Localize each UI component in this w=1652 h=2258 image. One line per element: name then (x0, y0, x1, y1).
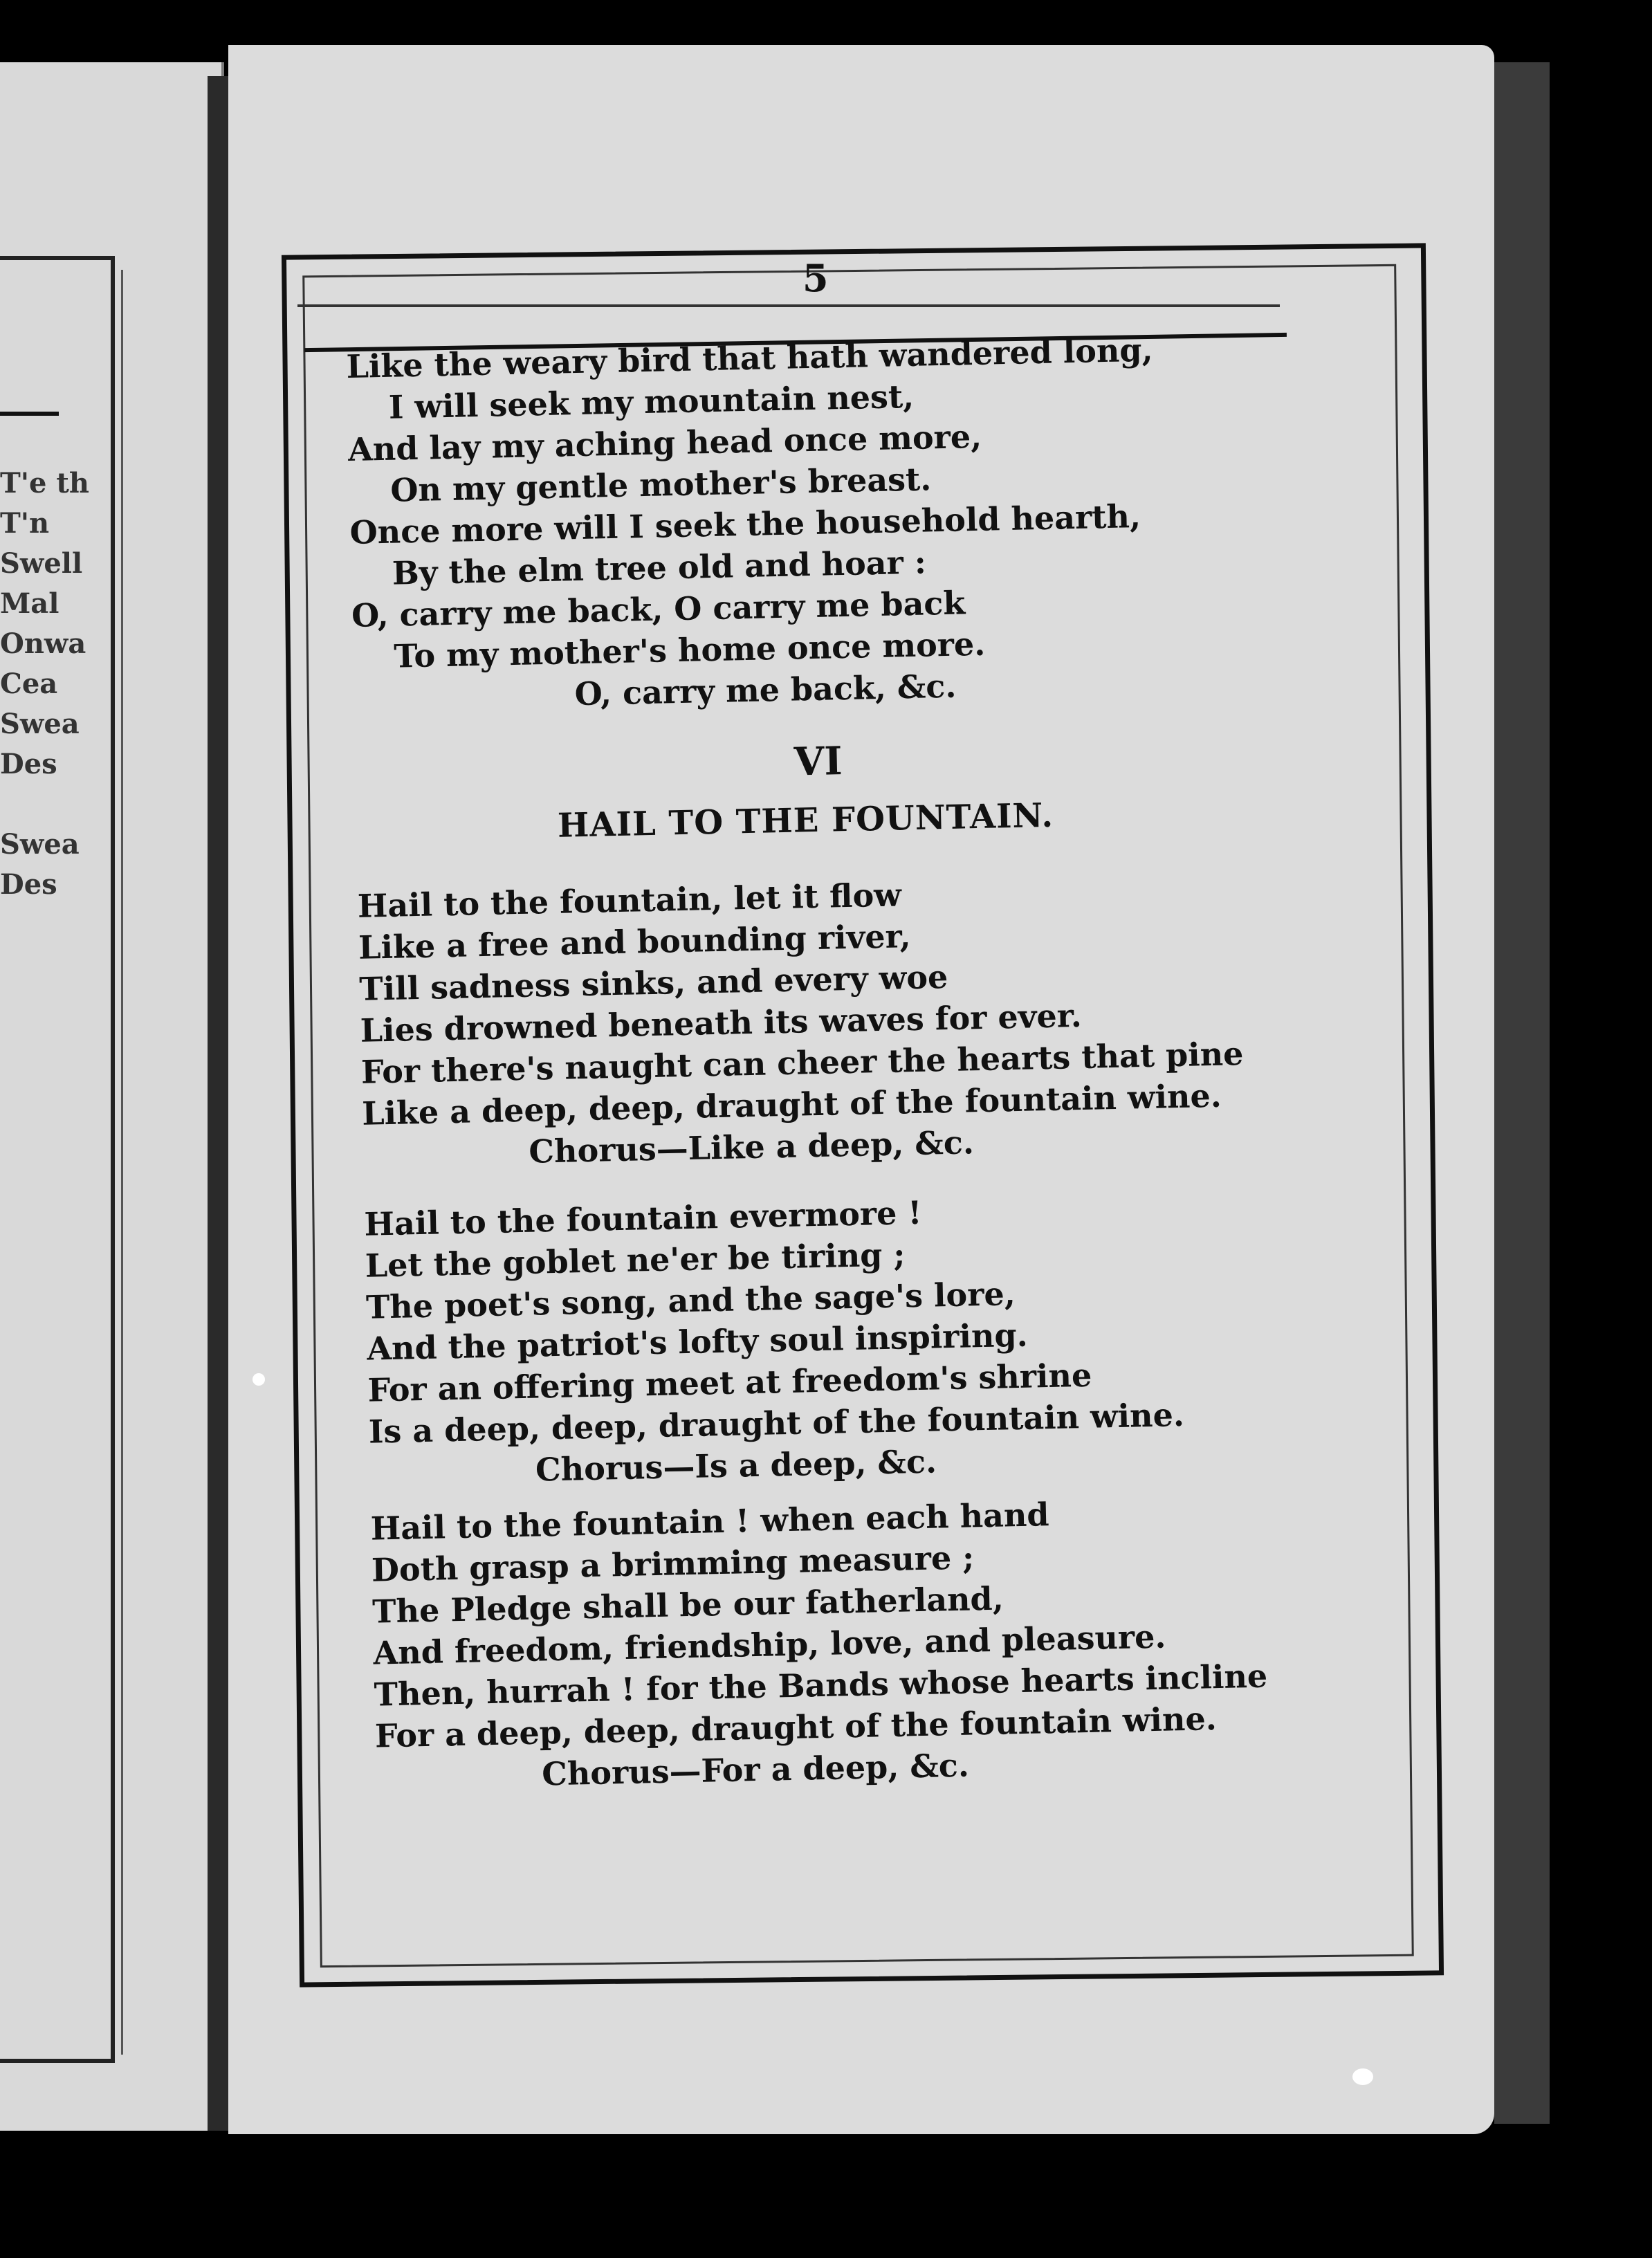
verse-line: And lay my aching head once more, (347, 417, 982, 468)
verse-line: Once more will I seek the household hearth, (349, 497, 1141, 551)
verse-line: And freedom, friendship, love, and pleasure. (373, 1617, 1166, 1672)
page-edge-shadow (1494, 62, 1550, 2124)
paper-speck (253, 1373, 265, 1386)
verse-3 (370, 1486, 1413, 1798)
verse-line: Till sadness sinks, and every woe (358, 957, 948, 1008)
previous-song-ending (346, 324, 1391, 719)
verse-line: Like a deep, deep, draught of the fountain wine. (361, 1076, 1222, 1132)
verse-line: Let the goblet ne'er be tiring ; (365, 1236, 906, 1285)
verse-line: Like the weary bird that hath wandered long, (346, 331, 1154, 385)
verse-line: Doth grasp a brimming measure ; (371, 1539, 975, 1589)
verse-line: To my mother's home once more. (393, 625, 986, 675)
verse-line: Like a free and bounding river, (358, 917, 912, 966)
verse-line: For a deep, deep, draught of the fountain wine. (374, 1700, 1218, 1755)
verse-line: For an offering meet at freedom's shrine (367, 1356, 1092, 1409)
verse-line: Then, hurrah ! for the Bands whose hearts incline (374, 1657, 1268, 1714)
verse-line: On my gentle mother's breast. (389, 460, 932, 509)
chorus-line: Chorus—Like a deep, &c. (528, 1123, 975, 1171)
edge-word: Mal (0, 587, 59, 620)
verse-line: Hail to the fountain evermore ! (364, 1193, 923, 1243)
verse-line: The Pledge shall be our fatherland, (371, 1579, 1004, 1631)
song-title: HAIL TO THE FOUNTAIN. (557, 796, 1054, 845)
edge-word: Swea (0, 708, 80, 740)
edge-word: Cea (0, 668, 58, 700)
edge-word: T'n (0, 507, 50, 540)
chorus-line: Chorus—Is a deep, &c. (535, 1442, 937, 1489)
edge-word: T'e th (0, 467, 89, 499)
paper-speck (1352, 2068, 1373, 2085)
verse-1 (357, 863, 1400, 1175)
verse-line: Hail to the fountain, let it flow (357, 876, 902, 925)
verse-line: By the elm tree old and hoar : (392, 543, 927, 592)
verse-line: Lies drowned beneath its waves for ever. (360, 996, 1083, 1049)
verse-line: Hail to the fountain ! when each hand (370, 1496, 1050, 1548)
edge-word (0, 784, 104, 825)
song-number: VI (793, 738, 843, 785)
header-rule-thin (297, 304, 1280, 307)
edge-word: Des (0, 748, 57, 780)
left-page-edge-text (0, 463, 104, 905)
page-content (346, 324, 1414, 1799)
verse-line: O, carry me back, O carry me back (351, 584, 966, 634)
edge-word: Des (0, 868, 57, 901)
chorus-line: Chorus—For a deep, &c. (541, 1746, 970, 1793)
edge-word: Swea (0, 828, 80, 861)
left-page-rule (0, 412, 59, 416)
left-page (0, 62, 224, 2131)
verse-line: Is a deep, deep, draught of the fountain wine. (368, 1395, 1185, 1451)
verse-line: The poet's song, and the sage's lore, (365, 1275, 1016, 1326)
verse-line: For there's naught can cheer the hearts that pine (360, 1035, 1244, 1091)
verse-2 (364, 1182, 1407, 1494)
page-number: 5 (802, 256, 829, 300)
edge-word: Onwa (0, 627, 86, 660)
edge-word: Swell (0, 547, 83, 580)
verse-line: And the patriot's lofty soul inspiring. (366, 1316, 1029, 1368)
refrain-line: O, carry me back, &c. (574, 667, 957, 713)
verse-line: I will seek my mountain nest, (388, 377, 915, 426)
